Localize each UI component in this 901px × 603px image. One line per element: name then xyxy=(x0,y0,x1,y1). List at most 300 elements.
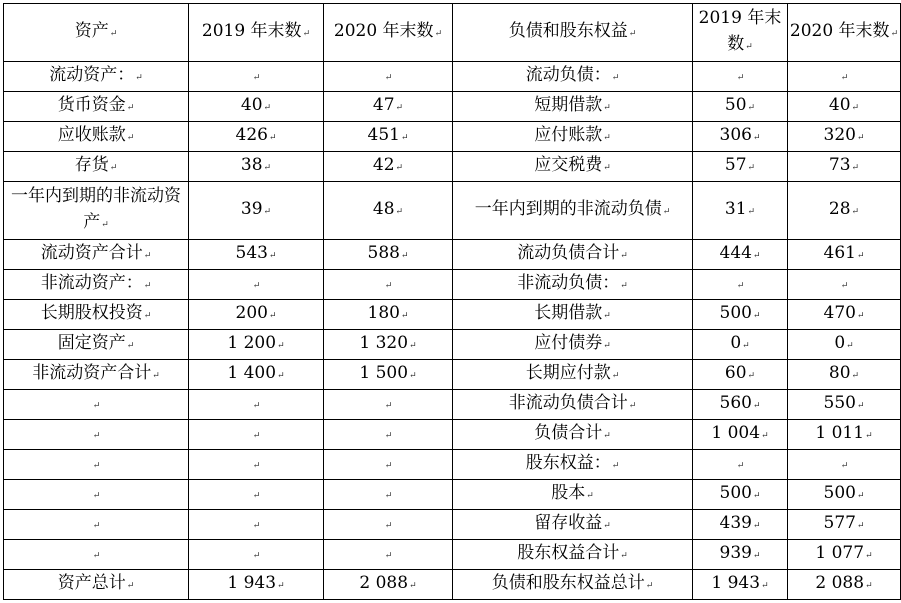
cell-le-2019 xyxy=(693,480,788,510)
cell-text: 存货 xyxy=(74,155,109,175)
cell-text: 短期借款 xyxy=(534,95,603,115)
paragraph-mark-icon: ↵ xyxy=(252,521,261,531)
cell-assets xyxy=(4,360,189,390)
cell-le-2020 xyxy=(788,420,901,450)
cell-le-2020 xyxy=(788,540,901,570)
header-row xyxy=(4,4,901,62)
paragraph-mark-icon: ↵ xyxy=(752,521,761,531)
cell-assets-2019 xyxy=(189,270,324,300)
cell-le-2019 xyxy=(693,330,788,360)
paragraph-mark-icon: ↵ xyxy=(645,581,654,591)
cell-le-2019 xyxy=(693,62,788,92)
cell-le-2020 xyxy=(788,62,901,92)
paragraph-mark-icon: ↵ xyxy=(840,461,849,471)
cell-text: 应付债券 xyxy=(534,333,603,353)
paragraph-mark-icon: ↵ xyxy=(856,521,865,531)
cell-text: 1 943 xyxy=(711,573,761,593)
cell-liabilities-equity xyxy=(453,480,693,510)
cell-text: 2020 年末数 xyxy=(333,21,434,41)
cell-text: 444 xyxy=(719,243,752,263)
paragraph-mark-icon: ↵ xyxy=(143,311,152,321)
cell-le-2020 xyxy=(788,122,901,152)
cell-assets-2020 xyxy=(324,540,453,570)
paragraph-mark-icon: ↵ xyxy=(252,461,261,471)
paragraph-mark-icon: ↵ xyxy=(143,281,152,291)
paragraph-mark-icon: ↵ xyxy=(400,133,409,143)
cell-le-2019 xyxy=(693,420,788,450)
table-row xyxy=(4,390,901,420)
table-row xyxy=(4,570,901,600)
paragraph-mark-icon: ↵ xyxy=(126,341,135,351)
cell-text: 货币资金 xyxy=(57,95,126,115)
paragraph-mark-icon: ↵ xyxy=(252,73,261,83)
cell-text: 长期借款 xyxy=(534,303,603,323)
cell-text: 73 xyxy=(828,155,851,175)
paragraph-mark-icon: ↵ xyxy=(603,133,611,143)
cell-le-2019 xyxy=(693,122,788,152)
cell-assets-2020 xyxy=(324,240,453,270)
cell-text: 550 xyxy=(823,393,856,413)
paragraph-mark-icon: ↵ xyxy=(736,281,745,291)
cell-liabilities-equity xyxy=(453,570,693,600)
cell-text: 451 xyxy=(367,125,400,145)
cell-assets xyxy=(4,510,189,540)
cell-le-2019 xyxy=(693,360,788,390)
cell-text: 1 200 xyxy=(227,333,277,353)
paragraph-mark-icon: ↵ xyxy=(384,461,393,471)
cell-assets xyxy=(4,62,189,92)
cell-text: 应付账款 xyxy=(534,125,603,145)
cell-text: 439 xyxy=(719,513,752,533)
cell-assets-2020 xyxy=(324,480,453,510)
paragraph-mark-icon: ↵ xyxy=(434,29,443,39)
paragraph-mark-icon: ↵ xyxy=(409,341,417,351)
cell-assets-2019 xyxy=(189,152,324,182)
cell-assets-2019 xyxy=(189,182,324,240)
cell-text: 负债和股东权益 xyxy=(508,21,628,41)
cell-le-2019 xyxy=(693,570,788,600)
cell-assets-2020 xyxy=(324,182,453,240)
cell-text: 1 320 xyxy=(359,333,409,353)
cell-le-2019 xyxy=(693,510,788,540)
paragraph-mark-icon: ↵ xyxy=(143,251,152,261)
cell-liabilities-equity xyxy=(453,240,693,270)
cell-le-2020 xyxy=(788,182,901,240)
cell-text: 非流动资产合计 xyxy=(32,363,152,383)
paragraph-mark-icon: ↵ xyxy=(761,581,769,591)
cell-text: 426 xyxy=(235,125,268,145)
paragraph-mark-icon: ↵ xyxy=(628,29,637,39)
paragraph-mark-icon: ↵ xyxy=(400,251,409,261)
paragraph-mark-icon: ↵ xyxy=(263,163,272,173)
cell-text: 577 xyxy=(823,513,856,533)
cell-assets xyxy=(4,152,189,182)
cell-liabilities-equity xyxy=(453,122,693,152)
cell-liabilities-equity xyxy=(453,330,693,360)
cell-text: 应交税费 xyxy=(534,155,603,175)
cell-text: 股东权益合计 xyxy=(517,543,620,563)
paragraph-mark-icon: ↵ xyxy=(135,73,143,83)
table-row xyxy=(4,420,901,450)
table-row xyxy=(4,270,901,300)
table-row xyxy=(4,330,901,360)
cell-text: 461 xyxy=(823,243,856,263)
cell-text: 1 077 xyxy=(815,543,865,563)
paragraph-mark-icon: ↵ xyxy=(603,521,611,531)
table-row xyxy=(4,510,901,540)
cell-le-2020 xyxy=(788,390,901,420)
paragraph-mark-icon: ↵ xyxy=(747,163,756,173)
paragraph-mark-icon: ↵ xyxy=(268,311,277,321)
paragraph-mark-icon: ↵ xyxy=(851,103,860,113)
paragraph-mark-icon: ↵ xyxy=(840,281,849,291)
table-row xyxy=(4,450,901,480)
cell-assets-2020 xyxy=(324,4,453,62)
paragraph-mark-icon: ↵ xyxy=(384,491,393,501)
paragraph-mark-icon: ↵ xyxy=(865,431,873,441)
cell-text: 0 xyxy=(730,333,742,353)
cell-assets xyxy=(4,4,189,62)
paragraph-mark-icon: ↵ xyxy=(409,581,417,591)
cell-liabilities-equity xyxy=(453,450,693,480)
cell-text: 306 xyxy=(719,125,752,145)
cell-assets-2020 xyxy=(324,510,453,540)
paragraph-mark-icon: ↵ xyxy=(662,207,671,217)
paragraph-mark-icon: ↵ xyxy=(277,371,285,381)
cell-liabilities-equity xyxy=(453,420,693,450)
cell-assets xyxy=(4,540,189,570)
cell-text: 320 xyxy=(823,125,856,145)
paragraph-mark-icon: ↵ xyxy=(263,207,272,217)
cell-le-2019 xyxy=(693,92,788,122)
cell-assets-2019 xyxy=(189,330,324,360)
paragraph-mark-icon: ↵ xyxy=(736,461,745,471)
paragraph-mark-icon: ↵ xyxy=(745,42,753,52)
cell-le-2019 xyxy=(693,4,788,62)
paragraph-mark-icon: ↵ xyxy=(101,220,109,230)
paragraph-mark-icon: ↵ xyxy=(856,401,865,411)
paragraph-mark-icon: ↵ xyxy=(752,311,761,321)
cell-le-2019 xyxy=(693,390,788,420)
cell-assets-2020 xyxy=(324,420,453,450)
paragraph-mark-icon: ↵ xyxy=(856,251,865,261)
cell-text: 50 xyxy=(724,95,747,115)
cell-text: 应收账款 xyxy=(57,125,126,145)
cell-text: 560 xyxy=(719,393,752,413)
cell-text: 500 xyxy=(719,303,752,323)
cell-assets-2019 xyxy=(189,240,324,270)
paragraph-mark-icon: ↵ xyxy=(851,163,860,173)
paragraph-mark-icon: ↵ xyxy=(252,281,261,291)
cell-assets-2019 xyxy=(189,450,324,480)
cell-text: 48 xyxy=(372,199,395,219)
paragraph-mark-icon: ↵ xyxy=(865,551,873,561)
paragraph-mark-icon: ↵ xyxy=(126,581,135,591)
paragraph-mark-icon: ↵ xyxy=(395,163,404,173)
paragraph-mark-icon: ↵ xyxy=(395,103,404,113)
paragraph-mark-icon: ↵ xyxy=(268,133,277,143)
paragraph-mark-icon: ↵ xyxy=(611,73,620,83)
paragraph-mark-icon: ↵ xyxy=(752,551,761,561)
cell-assets-2020 xyxy=(324,152,453,182)
cell-le-2020 xyxy=(788,92,901,122)
paragraph-mark-icon: ↵ xyxy=(409,371,417,381)
cell-assets-2019 xyxy=(189,4,324,62)
cell-text: 2 088 xyxy=(359,573,409,593)
cell-text: 40 xyxy=(240,95,263,115)
cell-text: 470 xyxy=(823,303,856,323)
table-row xyxy=(4,300,901,330)
paragraph-mark-icon: ↵ xyxy=(384,521,393,531)
cell-assets-2019 xyxy=(189,62,324,92)
cell-assets-2019 xyxy=(189,510,324,540)
paragraph-mark-icon: ↵ xyxy=(400,311,409,321)
cell-text: 留存收益 xyxy=(534,513,603,533)
cell-le-2019 xyxy=(693,152,788,182)
cell-le-2019 xyxy=(693,540,788,570)
cell-assets xyxy=(4,270,189,300)
paragraph-mark-icon: ↵ xyxy=(611,461,620,471)
cell-le-2020 xyxy=(788,450,901,480)
cell-text: 股本 xyxy=(551,483,586,503)
paragraph-mark-icon: ↵ xyxy=(384,281,393,291)
paragraph-mark-icon: ↵ xyxy=(856,491,865,501)
cell-text: 2020 年末数 xyxy=(789,21,890,41)
cell-assets xyxy=(4,570,189,600)
paragraph-mark-icon: ↵ xyxy=(752,401,761,411)
paragraph-mark-icon: ↵ xyxy=(92,461,101,471)
cell-assets xyxy=(4,390,189,420)
paragraph-mark-icon: ↵ xyxy=(628,401,637,411)
cell-text: 1 943 xyxy=(227,573,277,593)
cell-le-2020 xyxy=(788,330,901,360)
cell-liabilities-equity xyxy=(453,4,693,62)
paragraph-mark-icon: ↵ xyxy=(603,341,611,351)
paragraph-mark-icon: ↵ xyxy=(92,431,101,441)
cell-text: 60 xyxy=(724,363,747,383)
paragraph-mark-icon: ↵ xyxy=(384,431,393,441)
cell-le-2020 xyxy=(788,480,901,510)
paragraph-mark-icon: ↵ xyxy=(851,207,860,217)
cell-liabilities-equity xyxy=(453,270,693,300)
paragraph-mark-icon: ↵ xyxy=(603,311,611,321)
cell-text: 非流动负债： xyxy=(517,273,620,293)
cell-liabilities-equity xyxy=(453,62,693,92)
paragraph-mark-icon: ↵ xyxy=(263,103,272,113)
table-row xyxy=(4,62,901,92)
cell-liabilities-equity xyxy=(453,182,693,240)
paragraph-mark-icon: ↵ xyxy=(752,491,761,501)
cell-text: 40 xyxy=(828,95,851,115)
paragraph-mark-icon: ↵ xyxy=(92,491,101,501)
cell-text: 资产 xyxy=(74,21,109,41)
cell-text: 负债合计 xyxy=(534,423,603,443)
cell-text: 31 xyxy=(724,199,747,219)
cell-assets xyxy=(4,122,189,152)
cell-text: 1 011 xyxy=(815,423,865,443)
cell-text: 47 xyxy=(372,95,395,115)
cell-assets xyxy=(4,300,189,330)
cell-le-2019 xyxy=(693,240,788,270)
paragraph-mark-icon: ↵ xyxy=(384,401,393,411)
cell-assets-2019 xyxy=(189,390,324,420)
cell-text: 1 500 xyxy=(359,363,409,383)
paragraph-mark-icon: ↵ xyxy=(109,163,118,173)
cell-text: 资产总计 xyxy=(57,573,126,593)
cell-text: 一年内到期的非流动负债 xyxy=(474,199,662,219)
cell-assets-2020 xyxy=(324,300,453,330)
cell-text: 200 xyxy=(235,303,268,323)
cell-text: 股东权益： xyxy=(525,453,611,473)
paragraph-mark-icon: ↵ xyxy=(856,311,865,321)
paragraph-mark-icon: ↵ xyxy=(603,103,611,113)
cell-liabilities-equity xyxy=(453,152,693,182)
cell-assets-2019 xyxy=(189,480,324,510)
cell-le-2019 xyxy=(693,270,788,300)
paragraph-mark-icon: ↵ xyxy=(736,73,745,83)
cell-text: 1 400 xyxy=(227,363,277,383)
paragraph-mark-icon: ↵ xyxy=(890,29,899,39)
cell-liabilities-equity xyxy=(453,360,693,390)
paragraph-mark-icon: ↵ xyxy=(747,207,756,217)
cell-text: 固定资产 xyxy=(57,333,126,353)
paragraph-mark-icon: ↵ xyxy=(126,133,135,143)
cell-assets-2020 xyxy=(324,270,453,300)
cell-le-2019 xyxy=(693,450,788,480)
cell-text: 80 xyxy=(828,363,851,383)
cell-le-2019 xyxy=(693,300,788,330)
cell-assets-2019 xyxy=(189,122,324,152)
cell-text: 180 xyxy=(367,303,400,323)
paragraph-mark-icon: ↵ xyxy=(92,521,101,531)
cell-text: 1 004 xyxy=(711,423,761,443)
cell-text: 2019 年末数 xyxy=(698,8,782,54)
paragraph-mark-icon: ↵ xyxy=(277,341,285,351)
paragraph-mark-icon: ↵ xyxy=(395,207,404,217)
cell-text: 流动资产： xyxy=(49,65,135,85)
cell-text: 流动资产合计 xyxy=(40,243,143,263)
paragraph-mark-icon: ↵ xyxy=(752,251,761,261)
paragraph-mark-icon: ↵ xyxy=(611,371,620,381)
cell-assets xyxy=(4,330,189,360)
cell-assets-2019 xyxy=(189,420,324,450)
paragraph-mark-icon: ↵ xyxy=(109,29,118,39)
paragraph-mark-icon: ↵ xyxy=(747,103,756,113)
cell-text: 38 xyxy=(240,155,263,175)
paragraph-mark-icon: ↵ xyxy=(742,341,750,351)
cell-assets xyxy=(4,450,189,480)
cell-assets xyxy=(4,92,189,122)
cell-assets xyxy=(4,240,189,270)
cell-le-2019 xyxy=(693,182,788,240)
paragraph-mark-icon: ↵ xyxy=(302,29,311,39)
cell-liabilities-equity xyxy=(453,540,693,570)
cell-text: 一年内到期的非流动资产 xyxy=(11,186,181,232)
cell-assets xyxy=(4,420,189,450)
cell-assets-2019 xyxy=(189,360,324,390)
paragraph-mark-icon: ↵ xyxy=(752,133,761,143)
cell-assets-2020 xyxy=(324,390,453,420)
cell-text: 588 xyxy=(367,243,400,263)
cell-text: 非流动资产： xyxy=(40,273,143,293)
paragraph-mark-icon: ↵ xyxy=(620,281,628,291)
paragraph-mark-icon: ↵ xyxy=(620,251,628,261)
cell-text: 28 xyxy=(828,199,851,219)
cell-assets-2019 xyxy=(189,570,324,600)
paragraph-mark-icon: ↵ xyxy=(252,401,261,411)
paragraph-mark-icon: ↵ xyxy=(277,581,285,591)
cell-assets-2020 xyxy=(324,570,453,600)
paragraph-mark-icon: ↵ xyxy=(152,371,160,381)
cell-text: 流动负债合计 xyxy=(517,243,620,263)
cell-text: 500 xyxy=(719,483,752,503)
table-row xyxy=(4,122,901,152)
cell-text: 0 xyxy=(834,333,846,353)
paragraph-mark-icon: ↵ xyxy=(126,103,135,113)
table-row xyxy=(4,540,901,570)
cell-text: 2 088 xyxy=(815,573,865,593)
table-row xyxy=(4,240,901,270)
paragraph-mark-icon: ↵ xyxy=(840,73,849,83)
cell-le-2020 xyxy=(788,300,901,330)
cell-text: 939 xyxy=(719,543,752,563)
paragraph-mark-icon: ↵ xyxy=(92,401,101,411)
cell-le-2020 xyxy=(788,270,901,300)
cell-assets-2020 xyxy=(324,330,453,360)
paragraph-mark-icon: ↵ xyxy=(747,371,756,381)
cell-text: 57 xyxy=(724,155,747,175)
paragraph-mark-icon: ↵ xyxy=(856,133,865,143)
cell-text: 500 xyxy=(823,483,856,503)
cell-text: 流动负债： xyxy=(525,65,611,85)
cell-le-2020 xyxy=(788,4,901,62)
paragraph-mark-icon: ↵ xyxy=(586,491,594,501)
cell-text: 42 xyxy=(372,155,395,175)
table-row xyxy=(4,182,901,240)
cell-assets-2020 xyxy=(324,122,453,152)
cell-le-2020 xyxy=(788,360,901,390)
table-row xyxy=(4,92,901,122)
cell-liabilities-equity xyxy=(453,390,693,420)
cell-assets-2020 xyxy=(324,450,453,480)
cell-assets xyxy=(4,480,189,510)
cell-le-2020 xyxy=(788,152,901,182)
paragraph-mark-icon: ↵ xyxy=(252,491,261,501)
cell-assets-2020 xyxy=(324,62,453,92)
cell-assets-2019 xyxy=(189,300,324,330)
cell-text: 长期股权投资 xyxy=(40,303,143,323)
cell-liabilities-equity xyxy=(453,300,693,330)
paragraph-mark-icon: ↵ xyxy=(384,73,393,83)
table-row xyxy=(4,152,901,182)
cell-text: 负债和股东权益总计 xyxy=(491,573,645,593)
paragraph-mark-icon: ↵ xyxy=(865,581,873,591)
paragraph-mark-icon: ↵ xyxy=(252,431,261,441)
cell-assets-2019 xyxy=(189,540,324,570)
cell-assets-2020 xyxy=(324,360,453,390)
cell-text: 543 xyxy=(235,243,268,263)
paragraph-mark-icon: ↵ xyxy=(384,551,393,561)
paragraph-mark-icon: ↵ xyxy=(603,431,611,441)
paragraph-mark-icon: ↵ xyxy=(92,551,101,561)
paragraph-mark-icon: ↵ xyxy=(761,431,769,441)
cell-text: 39 xyxy=(240,199,263,219)
cell-text: 非流动负债合计 xyxy=(508,393,628,413)
cell-text: 2019 年末数 xyxy=(201,21,302,41)
paragraph-mark-icon: ↵ xyxy=(603,163,611,173)
paragraph-mark-icon: ↵ xyxy=(846,341,854,351)
paragraph-mark-icon: ↵ xyxy=(620,551,628,561)
